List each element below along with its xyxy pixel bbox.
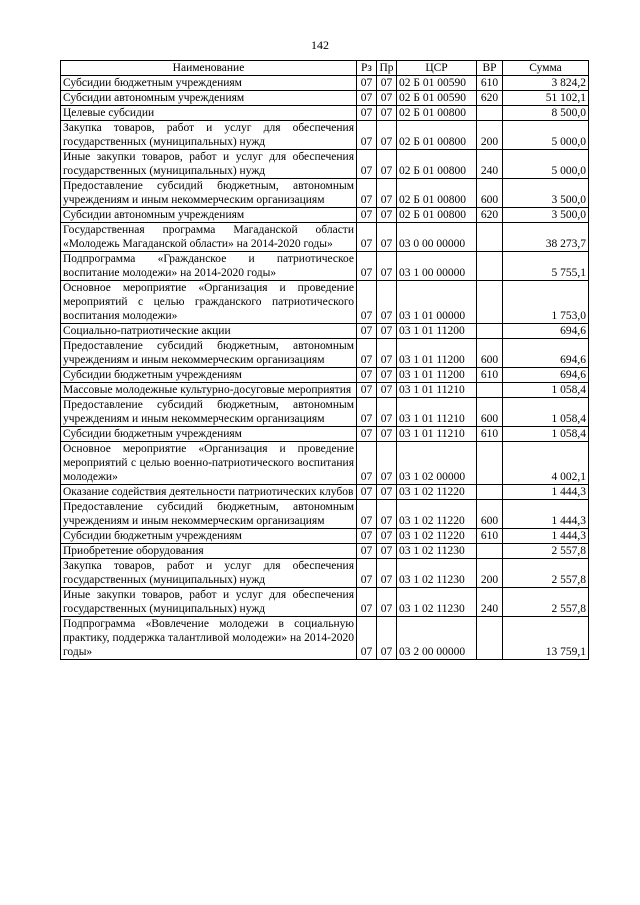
- cell-pr: 07: [377, 281, 397, 324]
- cell-rz: 07: [357, 150, 377, 179]
- cell-pr: 07: [377, 398, 397, 427]
- cell-sum: 2 557,8: [503, 559, 589, 588]
- cell-csr: 02 Б 01 00800: [397, 150, 477, 179]
- cell-name: Закупка товаров, работ и услуг для обеспечения государственных (муниципальных) нужд: [61, 121, 357, 150]
- page-number: 142: [311, 38, 329, 52]
- table-row: [61, 76, 589, 91]
- header-name: Наименование: [61, 61, 357, 76]
- cell-csr: 03 1 02 11220: [397, 529, 477, 544]
- cell-rz: 07: [357, 588, 377, 617]
- cell-csr: 03 1 01 11200: [397, 368, 477, 383]
- cell-sum: 5 755,1: [503, 252, 589, 281]
- cell-rz: 07: [357, 485, 377, 500]
- cell-name: Субсидии автономным учреждениям: [61, 91, 357, 106]
- cell-vr: [477, 324, 503, 339]
- cell-sum: 1 058,4: [503, 383, 589, 398]
- table-row: [61, 427, 589, 442]
- cell-rz: 07: [357, 76, 377, 91]
- table-row: [61, 500, 589, 529]
- cell-vr: [477, 281, 503, 324]
- table-row: [61, 252, 589, 281]
- cell-rz: 07: [357, 324, 377, 339]
- cell-sum: 1 058,4: [503, 427, 589, 442]
- cell-vr: [477, 383, 503, 398]
- cell-rz: 07: [357, 339, 377, 368]
- cell-csr: 03 1 01 11200: [397, 324, 477, 339]
- cell-name: Целевые субсидии: [61, 106, 357, 121]
- cell-name: Предоставление субсидий бюджетным, автономным учреждениям и иным некоммерческим организациям: [61, 179, 357, 208]
- cell-pr: 07: [377, 442, 397, 485]
- cell-sum: 3 500,0: [503, 208, 589, 223]
- cell-pr: 07: [377, 324, 397, 339]
- cell-pr: 07: [377, 223, 397, 252]
- header-row: [61, 61, 589, 76]
- cell-csr: 02 Б 01 00800: [397, 106, 477, 121]
- cell-vr: [477, 252, 503, 281]
- cell-sum: 1 058,4: [503, 398, 589, 427]
- cell-rz: 07: [357, 442, 377, 485]
- cell-rz: 07: [357, 252, 377, 281]
- cell-pr: 07: [377, 121, 397, 150]
- header-pr: Пр: [377, 61, 397, 76]
- budget-table: [60, 60, 589, 660]
- cell-sum: 2 557,8: [503, 588, 589, 617]
- table-row: [61, 398, 589, 427]
- table-row: [61, 339, 589, 368]
- cell-name: Государственная программа Магаданской области «Молодежь Магаданской области» на 2014-2020 годы»: [61, 223, 357, 252]
- cell-rz: 07: [357, 281, 377, 324]
- cell-pr: 07: [377, 588, 397, 617]
- table-row: [61, 179, 589, 208]
- cell-sum: 3 500,0: [503, 179, 589, 208]
- cell-csr: 02 Б 01 00590: [397, 91, 477, 106]
- cell-vr: 240: [477, 150, 503, 179]
- cell-name: Приобретение оборудования: [61, 544, 357, 559]
- cell-csr: 03 1 02 11230: [397, 544, 477, 559]
- cell-rz: 07: [357, 427, 377, 442]
- cell-name: Предоставление субсидий бюджетным, автономным учреждениям и иным некоммерческим организациям: [61, 339, 357, 368]
- cell-csr: 02 Б 01 00590: [397, 76, 477, 91]
- cell-pr: 07: [377, 150, 397, 179]
- cell-csr: 03 1 02 11220: [397, 485, 477, 500]
- cell-csr: 03 1 01 11210: [397, 398, 477, 427]
- header-sum: Сумма: [503, 61, 589, 76]
- cell-vr: 240: [477, 588, 503, 617]
- cell-sum: 1 444,3: [503, 529, 589, 544]
- cell-vr: 600: [477, 339, 503, 368]
- cell-vr: 620: [477, 91, 503, 106]
- cell-vr: [477, 617, 503, 660]
- table-row: [61, 106, 589, 121]
- cell-sum: 51 102,1: [503, 91, 589, 106]
- cell-vr: 600: [477, 179, 503, 208]
- cell-vr: [477, 544, 503, 559]
- cell-pr: 07: [377, 617, 397, 660]
- cell-pr: 07: [377, 485, 397, 500]
- cell-pr: 07: [377, 529, 397, 544]
- cell-name: Субсидии бюджетным учреждениям: [61, 529, 357, 544]
- cell-vr: 610: [477, 529, 503, 544]
- cell-pr: 07: [377, 252, 397, 281]
- cell-pr: 07: [377, 544, 397, 559]
- cell-csr: 03 1 01 00000: [397, 281, 477, 324]
- cell-name: Субсидии бюджетным учреждениям: [61, 76, 357, 91]
- cell-rz: 07: [357, 559, 377, 588]
- table-row: [61, 617, 589, 660]
- table-row: [61, 281, 589, 324]
- cell-name: Иные закупки товаров, работ и услуг для обеспечения государственных (муниципальных) нужд: [61, 588, 357, 617]
- cell-pr: 07: [377, 368, 397, 383]
- cell-sum: 1 444,3: [503, 500, 589, 529]
- cell-vr: 200: [477, 121, 503, 150]
- cell-name: Предоставление субсидий бюджетным, автономным учреждениям и иным некоммерческим организациям: [61, 500, 357, 529]
- header-csr: ЦСР: [397, 61, 477, 76]
- cell-rz: 07: [357, 223, 377, 252]
- cell-name: Массовые молодежные культурно-досуговые мероприятия: [61, 383, 357, 398]
- cell-vr: [477, 106, 503, 121]
- cell-rz: 07: [357, 544, 377, 559]
- cell-vr: 600: [477, 398, 503, 427]
- cell-sum: 3 824,2: [503, 76, 589, 91]
- cell-rz: 07: [357, 121, 377, 150]
- cell-name: Подпрограмма «Вовлечение молодежи в социальную практику, поддержка талантливой молодежи» на 2014-2020 годы»: [61, 617, 357, 660]
- cell-vr: 610: [477, 368, 503, 383]
- cell-rz: 07: [357, 383, 377, 398]
- cell-sum: 5 000,0: [503, 150, 589, 179]
- cell-csr: 02 Б 01 00800: [397, 121, 477, 150]
- cell-sum: 2 557,8: [503, 544, 589, 559]
- cell-pr: 07: [377, 106, 397, 121]
- cell-vr: [477, 485, 503, 500]
- cell-name: Иные закупки товаров, работ и услуг для обеспечения государственных (муниципальных) нужд: [61, 150, 357, 179]
- table-row: [61, 588, 589, 617]
- cell-rz: 07: [357, 208, 377, 223]
- cell-csr: 03 0 00 00000: [397, 223, 477, 252]
- cell-rz: 07: [357, 91, 377, 106]
- cell-sum: 4 002,1: [503, 442, 589, 485]
- cell-name: Субсидии бюджетным учреждениям: [61, 368, 357, 383]
- cell-name: Подпрограмма «Гражданское и патриотическое воспитание молодежи» на 2014-2020 годы»: [61, 252, 357, 281]
- cell-csr: 03 1 02 11230: [397, 588, 477, 617]
- cell-pr: 07: [377, 427, 397, 442]
- cell-pr: 07: [377, 500, 397, 529]
- cell-csr: 03 2 00 00000: [397, 617, 477, 660]
- cell-sum: 5 000,0: [503, 121, 589, 150]
- cell-pr: 07: [377, 76, 397, 91]
- cell-sum: 694,6: [503, 339, 589, 368]
- header-vr: ВР: [477, 61, 503, 76]
- cell-name: Субсидии автономным учреждениям: [61, 208, 357, 223]
- table-row: [61, 559, 589, 588]
- cell-sum: 1 444,3: [503, 485, 589, 500]
- cell-vr: [477, 442, 503, 485]
- cell-rz: 07: [357, 398, 377, 427]
- cell-name: Закупка товаров, работ и услуг для обеспечения государственных (муниципальных) нужд: [61, 559, 357, 588]
- table-row: [61, 324, 589, 339]
- cell-csr: 03 1 01 11200: [397, 339, 477, 368]
- table-row: [61, 150, 589, 179]
- cell-pr: 07: [377, 383, 397, 398]
- cell-vr: 610: [477, 427, 503, 442]
- table-body: [61, 76, 589, 660]
- cell-csr: 03 1 02 11230: [397, 559, 477, 588]
- table-row: [61, 383, 589, 398]
- cell-csr: 03 1 01 11210: [397, 383, 477, 398]
- cell-pr: 07: [377, 339, 397, 368]
- cell-rz: 07: [357, 368, 377, 383]
- cell-name: Социально-патриотические акции: [61, 324, 357, 339]
- cell-csr: 02 Б 01 00800: [397, 208, 477, 223]
- table-row: [61, 368, 589, 383]
- cell-csr: 03 1 02 11220: [397, 500, 477, 529]
- table-row: [61, 91, 589, 106]
- cell-name: Оказание содействия деятельности патриотических клубов: [61, 485, 357, 500]
- table-row: [61, 223, 589, 252]
- cell-name: Предоставление субсидий бюджетным, автономным учреждениям и иным некоммерческим организациям: [61, 398, 357, 427]
- cell-sum: 1 753,0: [503, 281, 589, 324]
- header-rz: Рз: [357, 61, 377, 76]
- table-row: [61, 485, 589, 500]
- cell-pr: 07: [377, 179, 397, 208]
- cell-csr: 03 1 00 00000: [397, 252, 477, 281]
- cell-vr: 620: [477, 208, 503, 223]
- table-header: [61, 61, 589, 76]
- cell-rz: 07: [357, 106, 377, 121]
- table-row: [61, 544, 589, 559]
- cell-sum: 8 500,0: [503, 106, 589, 121]
- cell-rz: 07: [357, 500, 377, 529]
- cell-vr: 600: [477, 500, 503, 529]
- table-row: [61, 442, 589, 485]
- table-row: [61, 121, 589, 150]
- cell-pr: 07: [377, 91, 397, 106]
- cell-pr: 07: [377, 559, 397, 588]
- cell-sum: 38 273,7: [503, 223, 589, 252]
- cell-vr: 200: [477, 559, 503, 588]
- cell-name: Основное мероприятие «Организация и проведение мероприятий с целью военно-патриотического воспитания молодежи»: [61, 442, 357, 485]
- cell-csr: 02 Б 01 00800: [397, 179, 477, 208]
- cell-name: Субсидии бюджетным учреждениям: [61, 427, 357, 442]
- cell-rz: 07: [357, 529, 377, 544]
- cell-csr: 03 1 01 11210: [397, 427, 477, 442]
- table-row: [61, 529, 589, 544]
- cell-csr: 03 1 02 00000: [397, 442, 477, 485]
- cell-sum: 13 759,1: [503, 617, 589, 660]
- cell-name: Основное мероприятие «Организация и проведение мероприятий с целью гражданского патриотического воспитания молодежи»: [61, 281, 357, 324]
- cell-rz: 07: [357, 179, 377, 208]
- cell-vr: 610: [477, 76, 503, 91]
- cell-vr: [477, 223, 503, 252]
- cell-sum: 694,6: [503, 368, 589, 383]
- cell-sum: 694,6: [503, 324, 589, 339]
- cell-pr: 07: [377, 208, 397, 223]
- cell-rz: 07: [357, 617, 377, 660]
- table-row: [61, 208, 589, 223]
